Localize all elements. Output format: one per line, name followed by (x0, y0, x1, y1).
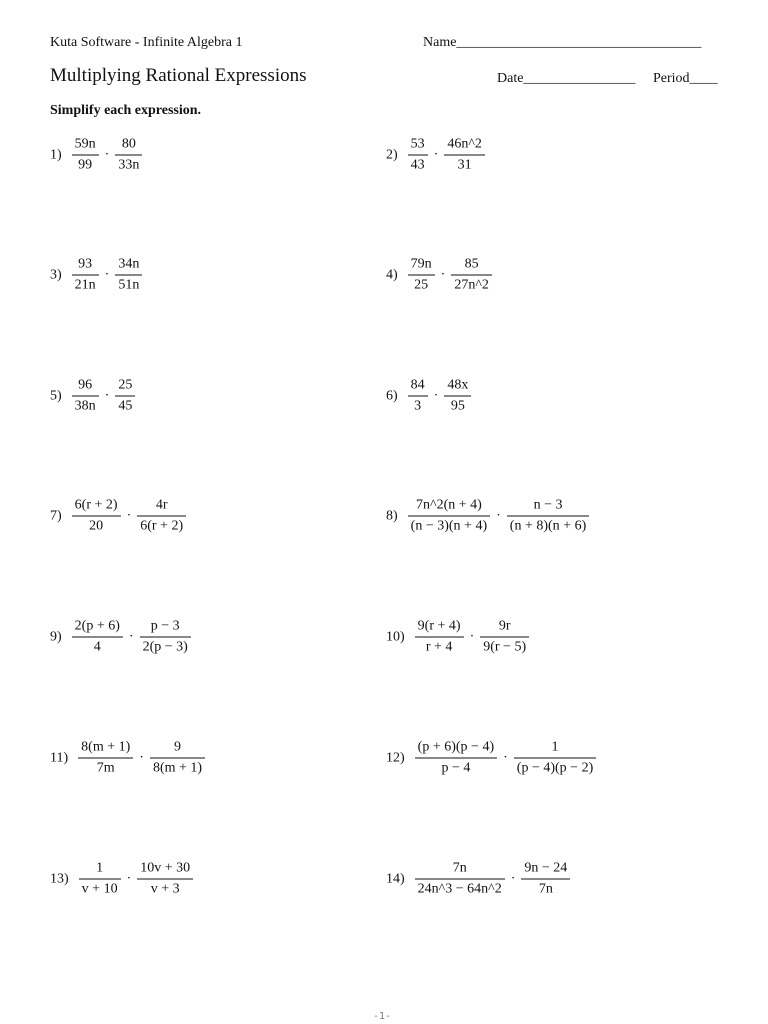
denominator: v + 3 (150, 881, 180, 897)
fraction-2 (442, 137, 487, 174)
multiply-dot: · (510, 871, 516, 886)
fraction-1 (413, 619, 466, 656)
problem-number: 12) (386, 750, 405, 765)
fraction-1 (70, 498, 123, 535)
multiply-dot: · (126, 508, 132, 523)
multiply-dot: · (139, 750, 144, 765)
multiply-dot: · (433, 147, 439, 162)
numerator: 9(r + 4) (415, 619, 464, 638)
numerator: 46n^2 (444, 137, 485, 156)
fraction-1 (70, 257, 101, 294)
denominator: (p − 4)(p − 2) (516, 760, 594, 776)
numerator: 80 (115, 137, 142, 156)
multiply-dot: · (469, 629, 475, 644)
numerator: 9 (150, 740, 205, 759)
multiply-dot: · (433, 388, 439, 403)
period-field[interactable]: Period____ (653, 71, 718, 86)
numerator: 96 (72, 378, 99, 397)
fraction-2 (512, 740, 598, 777)
date-field[interactable]: Date________________ (497, 71, 636, 86)
denominator: 27n^2 (454, 277, 489, 293)
denominator: r + 4 (425, 639, 453, 655)
problem-number: 13) (50, 871, 69, 886)
fraction-2 (113, 137, 144, 174)
problem-13 (50, 861, 195, 898)
numerator: 79n (408, 257, 435, 276)
denominator: p − 4 (441, 760, 471, 776)
denominator: 99 (78, 157, 93, 173)
denominator: 2(p − 3) (142, 639, 188, 655)
problem-number: 4) (386, 267, 398, 282)
denominator: 25 (414, 277, 429, 293)
problem-number: 5) (50, 388, 62, 403)
numerator: p − 3 (140, 619, 191, 638)
fraction-2 (113, 257, 144, 294)
multiply-dot: · (104, 267, 110, 282)
multiply-dot: · (503, 750, 508, 765)
fraction-2 (478, 619, 531, 656)
multiply-dot: · (104, 147, 110, 162)
multiply-dot: · (126, 871, 132, 886)
problem-number: 7) (50, 508, 62, 523)
fraction-1 (406, 378, 430, 415)
denominator: 43 (410, 157, 425, 173)
problem-number: 11) (50, 750, 69, 765)
fraction-1 (76, 740, 135, 777)
denominator: 45 (118, 398, 133, 414)
software-label: Kuta Software - Infinite Algebra 1 (50, 35, 243, 50)
numerator: 10v + 30 (137, 861, 193, 880)
fraction-1 (70, 137, 101, 174)
fraction-2 (449, 257, 494, 294)
problem-7 (50, 498, 188, 535)
denominator: 4 (93, 639, 101, 655)
problem-12 (386, 740, 598, 777)
denominator: 3 (414, 398, 422, 414)
problem-number: 1) (50, 147, 62, 162)
denominator: (n + 8)(n + 6) (509, 518, 587, 534)
multiply-dot: · (128, 629, 134, 644)
fraction-2 (138, 619, 193, 656)
worksheet-title: Multiplying Rational Expressions (50, 65, 307, 86)
fraction-1 (406, 257, 437, 294)
numerator: 25 (115, 378, 135, 397)
denominator: 95 (450, 398, 465, 414)
name-field[interactable]: Name___________________________________ (423, 35, 702, 50)
fraction-2 (519, 861, 572, 898)
denominator: 7m (96, 760, 115, 776)
fraction-1 (413, 861, 507, 898)
denominator: 51n (118, 277, 140, 293)
fraction-1 (77, 861, 123, 898)
numerator: 9r (480, 619, 529, 638)
fraction-2 (442, 378, 473, 415)
denominator: 31 (457, 157, 472, 173)
numerator: 2(p + 6) (72, 619, 123, 638)
numerator: 48x (444, 378, 471, 397)
fraction-1 (70, 619, 125, 656)
multiply-dot: · (440, 267, 446, 282)
problem-10 (386, 619, 531, 656)
denominator: 38n (74, 398, 96, 414)
numerator: 34n (115, 257, 142, 276)
denominator: 6(r + 2) (140, 518, 184, 534)
problem-number: 9) (50, 629, 62, 644)
numerator: 9n − 24 (521, 861, 570, 880)
numerator: 53 (408, 137, 428, 156)
denominator: 8(m + 1) (152, 760, 203, 776)
problem-5 (50, 378, 137, 415)
denominator: 21n (74, 277, 96, 293)
fraction-2 (505, 498, 591, 535)
denominator: 20 (89, 518, 104, 534)
fraction-2 (148, 740, 207, 777)
numerator: 6(r + 2) (72, 498, 121, 517)
fraction-2 (135, 498, 188, 535)
page-number: -1- (373, 1011, 392, 1022)
problem-8 (386, 498, 591, 535)
fraction-1 (413, 740, 499, 777)
denominator: 24n^3 − 64n^2 (417, 881, 502, 897)
problem-11 (50, 740, 207, 777)
numerator: 84 (408, 378, 428, 397)
denominator: v + 10 (81, 881, 118, 897)
fraction-2 (135, 861, 195, 898)
numerator: 1 (514, 740, 596, 759)
problem-14 (386, 861, 572, 898)
problem-number: 8) (386, 508, 398, 523)
fraction-1 (406, 498, 492, 535)
numerator: 93 (72, 257, 99, 276)
denominator: 33n (118, 157, 140, 173)
fraction-1 (406, 137, 430, 174)
fraction-2 (113, 378, 137, 415)
problem-4 (386, 257, 494, 294)
numerator: 59n (72, 137, 99, 156)
denominator: 9(r − 5) (483, 639, 527, 655)
problem-2 (386, 137, 487, 174)
instructions: Simplify each expression. (50, 103, 202, 118)
numerator: 7n (415, 861, 505, 880)
problem-number: 3) (50, 267, 62, 282)
numerator: 7n^2(n + 4) (408, 498, 490, 517)
numerator: 1 (79, 861, 121, 880)
problem-1 (50, 137, 144, 174)
multiply-dot: · (496, 508, 501, 523)
multiply-dot: · (104, 388, 110, 403)
denominator: (n − 3)(n + 4) (410, 518, 488, 534)
problem-number: 6) (386, 388, 398, 403)
problem-number: 10) (386, 629, 405, 644)
denominator: 7n (538, 881, 553, 897)
fraction-1 (70, 378, 101, 415)
problem-number: 14) (386, 871, 405, 886)
numerator: 85 (451, 257, 492, 276)
numerator: n − 3 (507, 498, 589, 517)
numerator: (p + 6)(p − 4) (415, 740, 497, 759)
problem-9 (50, 619, 193, 656)
problem-number: 2) (386, 147, 398, 162)
problem-3 (50, 257, 144, 294)
numerator: 4r (137, 498, 186, 517)
numerator: 8(m + 1) (78, 740, 133, 759)
problem-6 (386, 378, 473, 415)
